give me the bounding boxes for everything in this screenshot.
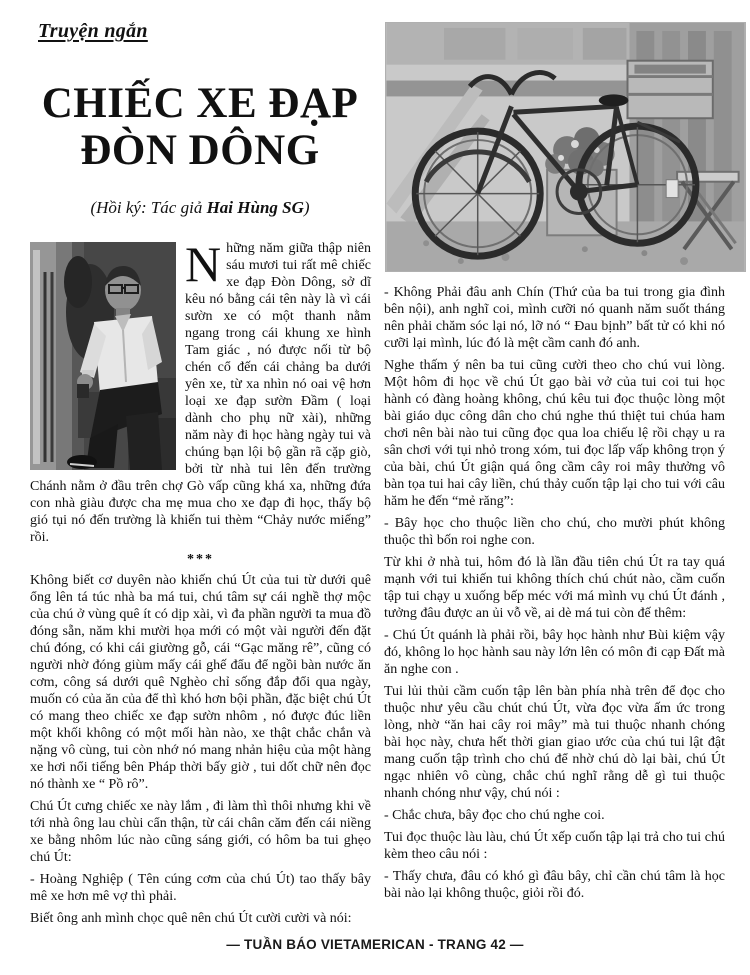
- title-line-1: CHIẾC XE ĐẠP: [41, 80, 359, 127]
- byline-author: Hai Hùng SG: [206, 198, 304, 217]
- story-paragraph-13: Tui đọc thuộc làu làu, chú Út xếp cuốn tập lại trả cho tui chú kèm theo câu nói :: [384, 830, 725, 862]
- story-paragraph-9: Từ khi ở nhà tui, hôm đó là lần đầu tiên chú Út ra tay quá mạnh với tui khiến tui không thích chú chút nào, cầm cuốn tập tui chạy u xuống bếp méc với má mình vụ chú Út đánh , tưởng đâu được an ủi vỗ về, ai dè má tui còn đế thêm:: [384, 555, 725, 621]
- story-paragraph-11: Tui lủi thủi cầm cuốn tập lên bàn phía nhà trên để đọc cho thuộc như yêu cầu chút chú Út, vừa đọc vừa ấm ức trong lòng, nhờ “ăn hai cây roi mây” mà tui thuộc nhanh chóng bài học này, chưa hết thời gian giao ước của chú tui lật đật mang cuốn tập trình cho chú để nhờ chú dò lại bài, chú Út ngạc nhiên vô cùng, chắc chú nghĩ rằng dễ gì tui thuộc nhanh chóng như vậy, chú nói :: [384, 684, 725, 801]
- story-paragraph-6: - Không Phải đâu anh Chín (Thứ của ba tui trong gia đình bên nội), anh nghĩ coi, mình cưỡi nó quanh năm suốt tháng nên phải chăm sóc lại nó, lỡ nó “ Đau bịnh” bất tử có khi nó cưỡi lại mình, lúc đó là mệt cầm canh đó anh.: [384, 285, 725, 351]
- bicycle-photo: [385, 22, 746, 272]
- page-footer: — TUẦN BÁO VIETAMERICAN - TRANG 42 —: [226, 937, 524, 952]
- story-paragraph-14: - Thấy chưa, đâu có khó gì đâu bây, chỉ cần chú tâm là học bài nào lại không thuộc, giỏi rồi đó.: [384, 869, 725, 901]
- story-paragraph-4: - Hoàng Nghiệp ( Tên cúng cơm của chú Út) tao thấy bây mê xe hơn mê vợ thì phải.: [30, 872, 371, 904]
- article-tag: Truyện ngắn: [38, 20, 148, 42]
- story-paragraph-3: Chú Út cưng chiếc xe này lắm , đi làm thì thôi nhưng khi về tới nhà ông lau chùi cẩn thận, từ cái chân căm đến cái niềng xe bằng nhôm lúc nào cũng sáng giới, có hôm ba tui ghẹo chú Út:: [30, 799, 371, 865]
- paragraph-text: hững năm giữa thập niên sáu mươi tui rất mê chiếc xe đạp Đòn Dông, sở dĩ kêu nó bằng cái tên này là vì cái sườn xe có một thanh nằm ngang trong cái khung xe hình Tam giác , nó được nối từ bộ chén cổ đến cái chảng ba dưới yên xe, từ xa nhìn nó oai vệ hơn loại xe đạp sườn Đầm ( loại dành cho phụ nữ xài), những năm này đi học hàng ngày tui và chúng bạn lội bộ gần rã cặp giò, bởi từ nhà tui lên đến trường Chánh nằm ở đầu trên chợ Gò vấp cũng khá xa, những đứa con nhà giàu được cha mẹ mua cho xe đạp đi học, thấy bộ gió tụi nó đến trường là khiến tui thèm “Chảy nước miếng” rồi.: [30, 241, 371, 545]
- story-paragraph-12: - Chắc chưa, bây đọc cho chú nghe coi.: [384, 808, 605, 823]
- story-paragraph-10: - Chú Út quánh là phải rồi, bây học hành như Bùi kiệm vậy đó, không lo học hành sau này lớn lên có môn đi cạp Đất mà ăn nghe con .: [384, 628, 725, 677]
- byline-prefix: (Hồi ký: Tác giả: [90, 198, 207, 217]
- story-paragraph-2: Không biết cơ duyên nào khiến chú Út của tui từ dưới quê ổng lên tá túc nhà ba má tui, chú tâm sự cái nghề thợ mộc của chú ở vùng quê ít có dịp xài, vì đa phần người ta mua đồ đóng sẵn, năm khi mười họa mới có một vài người đến đặt chú đóng, có khi cái giường gỗ, cái “Gạc măng rê”, cũng có người nhờ đóng giùm mấy cái ghế đẩu để ngồi bàn nước ăn cơm, công sá dưới quê Nghèo chỉ sống đắp đổi qua ngày, muốn có của ăn của để thì khó hơn bội phần, đặc biệt chú Út có mang theo chiếc xe đạp sườn nhôm , nó được đúc liền một khối không có một mối hàn nào, xe thật chắc chắn và nặng vô cùng, tui còn nhớ nó mang nhản hiệu của một hàng xe hơi nổi tiếng bên Pháp thời bấy giờ , tui dốt chữ nên đọc nó thành xe “ Pồ rô”.: [30, 573, 371, 792]
- left-column: [30, 236, 371, 932]
- story-paragraph-5: Biết ông anh mình chọc quê nên chú Út cười cười và nói:: [30, 911, 352, 926]
- byline-suffix: ): [303, 198, 310, 217]
- page-title: [26, 80, 374, 174]
- right-column: [384, 284, 725, 907]
- story-paragraph-8: - Bây học cho thuộc liền cho chú, cho mười phút không thuộc thì bốn roi nghe con.: [384, 516, 725, 548]
- dropcap-letter: N: [185, 236, 222, 292]
- author-photo: [30, 242, 176, 470]
- story-paragraph-7: Nghe thấm ý nên ba tui cũng cười theo cho chú vui lòng. Một hôm đi học về chú Út gạo bài vở của tui coi tui học hành có đàng hoàng không, chú kêu tui đọc thuộc lòng một bài giáo dục công dân cho chú nghe thú thiệt tui chúa ham chơi nên bài nào tui cũng đọc qua loa chiếu lệ rồi chạy u ra sân chơi với tụi nhỏ trong xóm, tui đọc lấp vấp không trọn ý của bài, chú Út giận quá ông cầm cây roi mây thưởng vô bàn tọa tui hai cây liền, chú thảy cuốn tập lại cho tui với câu hăm he đến “mẻ răng”:: [384, 358, 725, 509]
- title-line-2: ĐÒN DÔNG: [80, 127, 320, 174]
- section-separator: ***: [187, 552, 214, 567]
- byline: [26, 198, 374, 218]
